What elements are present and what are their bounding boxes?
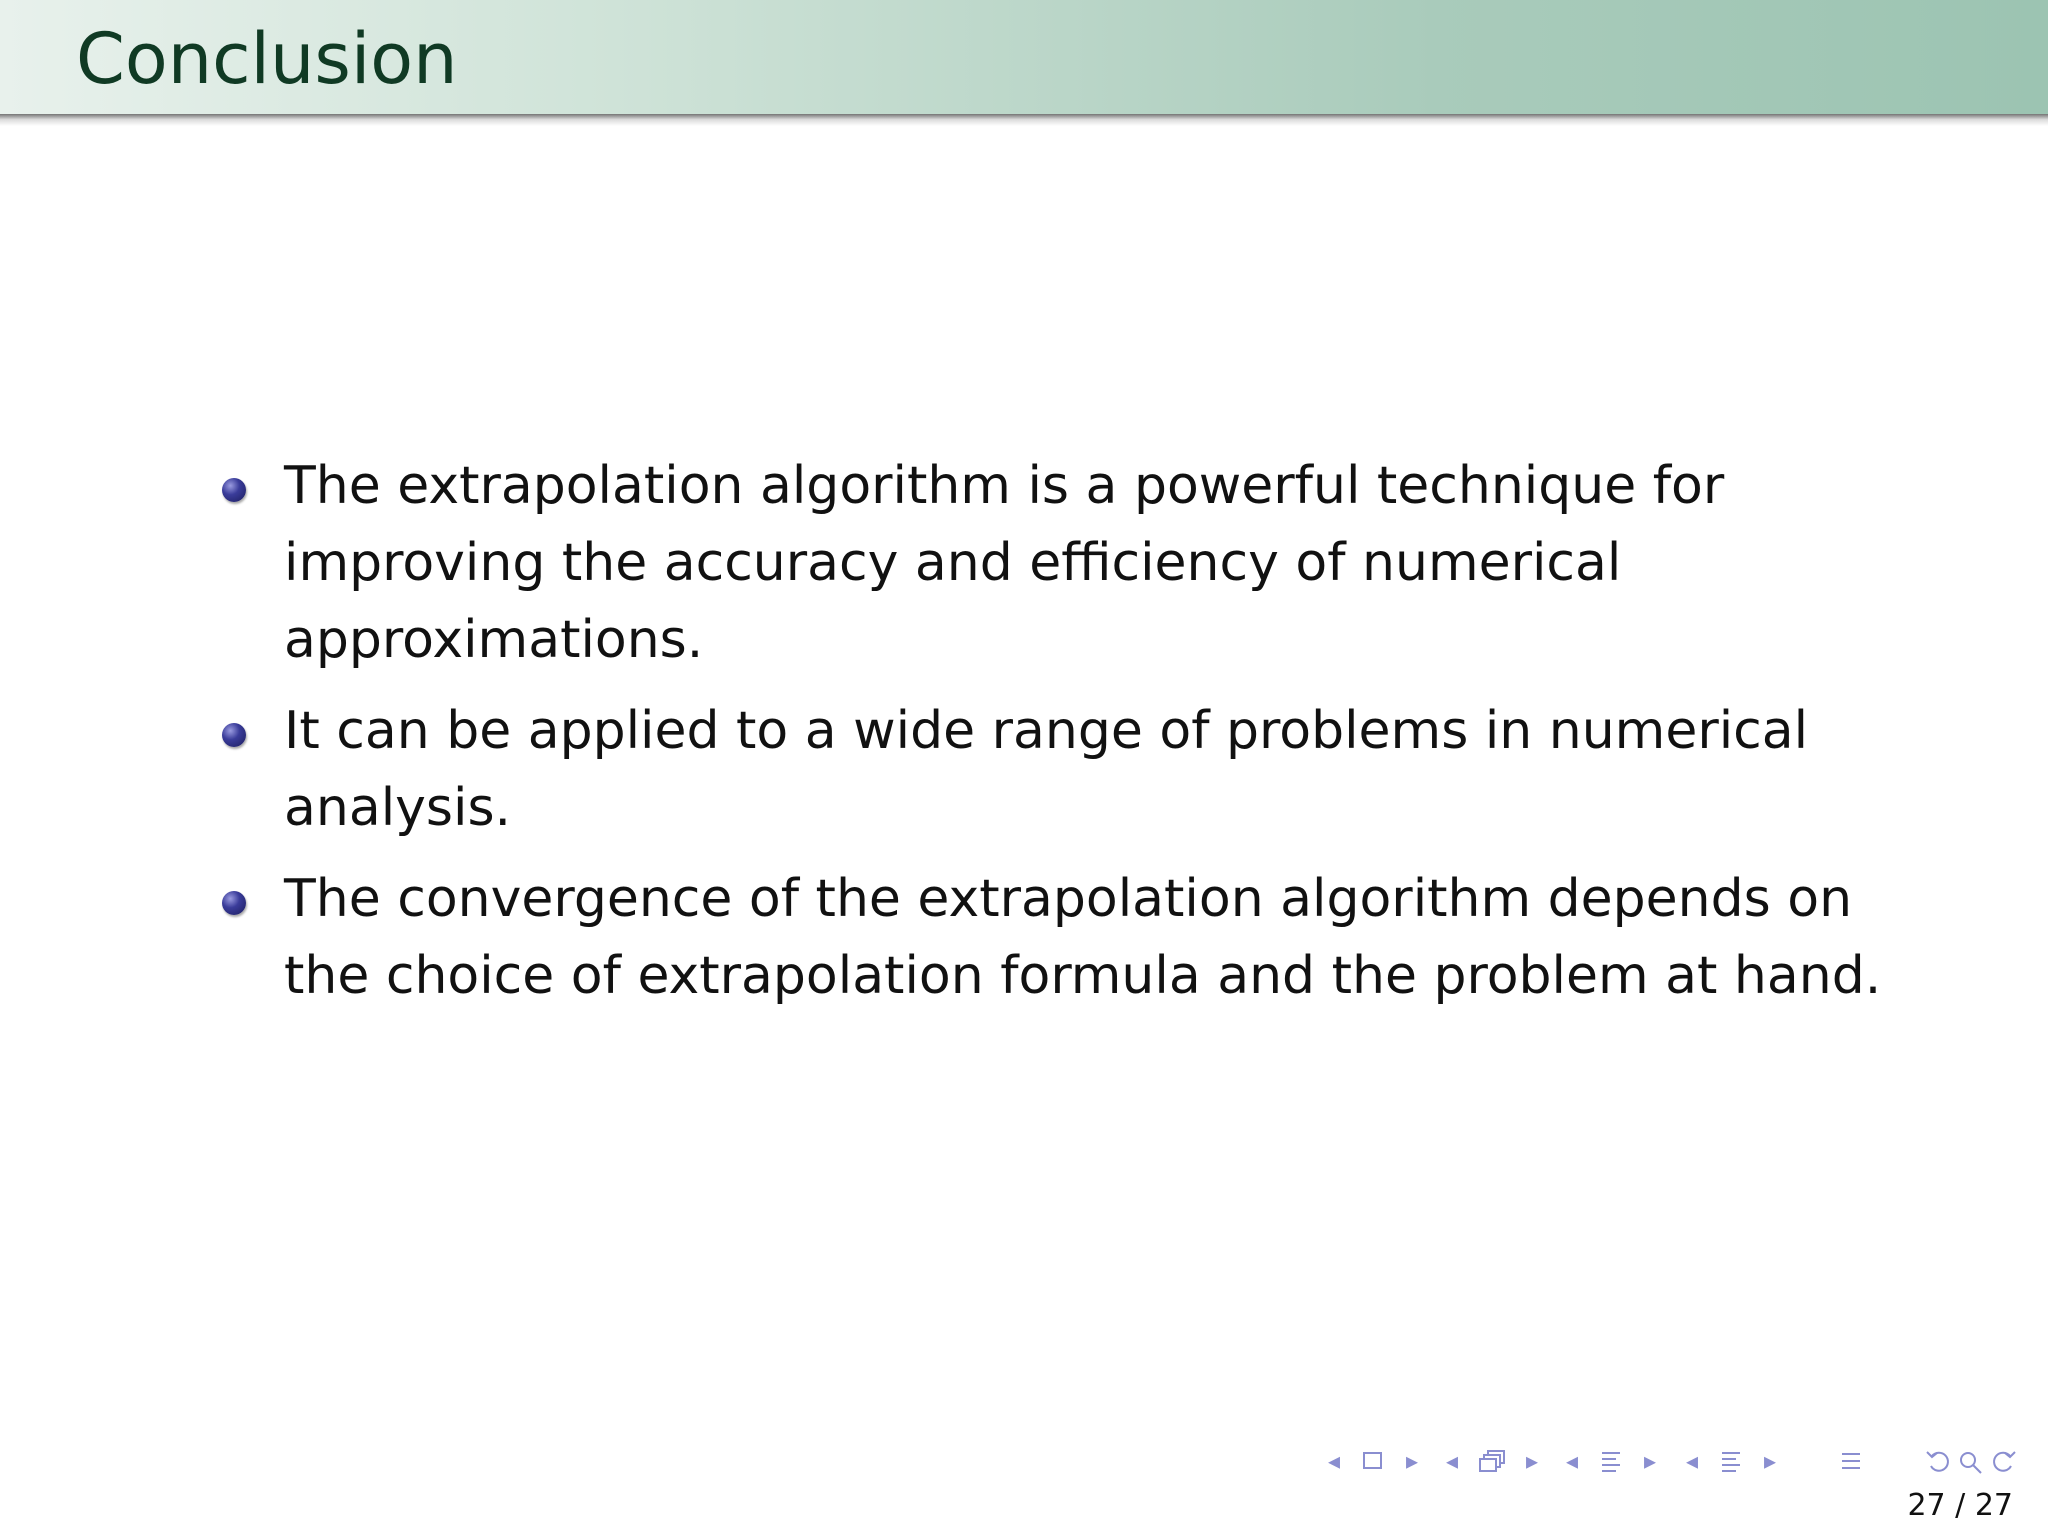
undo-icon[interactable] (1924, 1448, 1954, 1476)
beamer-navigation-bar (1320, 1444, 2030, 1478)
search-icon[interactable] (1956, 1448, 1986, 1476)
next-frame-arrow-icon[interactable]: ▸ (1406, 1447, 1419, 1475)
bullet-item (222, 861, 1902, 1015)
slide-header (0, 0, 2048, 114)
bullet-icon (222, 478, 246, 502)
previous-section-arrow-icon[interactable]: ◂ (1566, 1447, 1579, 1475)
previous-frame-arrow-icon[interactable]: ◂ (1328, 1447, 1341, 1475)
alignment-icon[interactable] (1838, 1448, 1864, 1476)
bullet-item (222, 448, 1902, 679)
document-icon[interactable] (1718, 1448, 1744, 1476)
bullet-icon (222, 723, 246, 747)
previous-document-arrow-icon[interactable]: ◂ (1686, 1447, 1699, 1475)
bullet-text: The convergence of the extrapolation algorithm depends on the choice of extrapolation formula and the problem at hand. (284, 869, 1882, 1006)
page-number: 27 / 27 (1907, 1488, 2013, 1523)
bullet-icon (222, 891, 246, 915)
next-document-arrow-icon[interactable]: ▸ (1764, 1447, 1777, 1475)
slide-title: Conclusion (76, 18, 458, 100)
bullet-text: It can be applied to a wide range of problems in numerical analysis. (284, 701, 1809, 838)
next-section-arrow-icon[interactable]: ▸ (1644, 1447, 1657, 1475)
bullet-list (222, 448, 1902, 1029)
bullet-text: The extrapolation algorithm is a powerful technique for improving the accuracy and efficiency of numerical approximations. (284, 456, 1725, 670)
bullet-item (222, 693, 1902, 847)
frame-icon[interactable] (1360, 1448, 1386, 1474)
previous-subsection-arrow-icon[interactable]: ◂ (1446, 1447, 1459, 1475)
redo-icon[interactable] (1988, 1448, 2018, 1476)
header-shadow (0, 114, 2048, 126)
section-icon[interactable] (1598, 1448, 1624, 1476)
next-subsection-arrow-icon[interactable]: ▸ (1526, 1447, 1539, 1475)
subsection-icon[interactable] (1476, 1448, 1512, 1476)
